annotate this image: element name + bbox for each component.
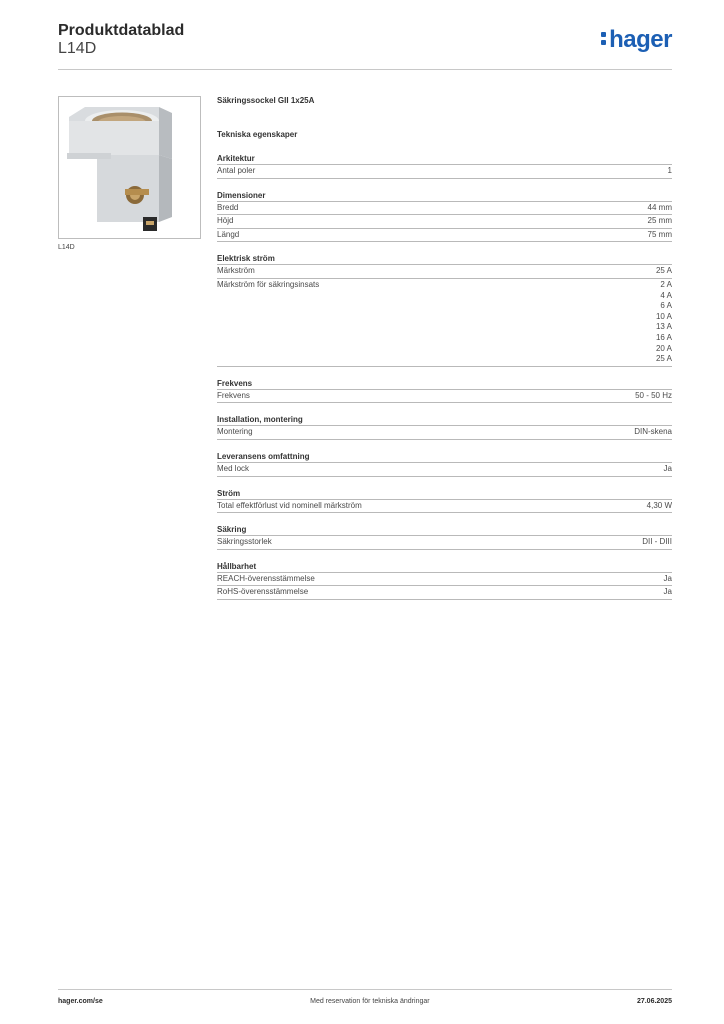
spec-row [217,265,672,279]
spec-value-line: DII - DIII [642,537,672,547]
spec-row [217,229,672,243]
spec-value-line: 6 A [660,301,672,311]
spec-row [217,426,672,440]
logo-dots-icon [601,26,607,48]
page-header [58,22,672,70]
spec-group [217,254,672,366]
document-title: Produktdatablad [58,22,185,39]
spec-label: Total effektförlust vid nominell märkström [217,500,362,510]
spec-label: Märkström [217,266,255,276]
footer-url[interactable]: hager.com/se [58,998,103,1005]
spec-group-title: Installation, montering [217,415,672,426]
spec-value-line: 25 A [655,266,672,276]
spec-value [668,166,672,177]
spec-value-line: 25 mm [647,216,672,226]
spec-label: Höjd [217,216,234,226]
spec-group-title: Leveransens omfattning [217,452,672,463]
footer-notice: Med reservation för tekniska ändringar [310,998,430,1005]
product-image [58,96,201,239]
spec-group-title: Elektrisk ström [217,254,672,265]
spec-label: Säkringsstorlek [217,537,272,547]
spec-label: Antal poler [217,166,256,175]
spec-value [635,391,672,402]
spec-label: Märkström för säkringsinsats [217,279,320,289]
spec-label: RoHS-överensstämmelse [217,587,309,597]
spec-label: Längd [217,229,240,239]
hager-logo[interactable] [601,26,672,54]
spec-row [217,202,672,216]
spec-value [648,216,672,227]
spec-label: Montering [217,427,253,437]
spec-value [648,203,672,214]
logo-text: hager [609,26,672,53]
spec-value-line: 16 A [655,332,672,342]
spec-value-line: 2 A [660,279,672,289]
spec-group-title: Säkring [217,525,672,536]
footer-date: 27.06.2025 [636,998,672,1005]
spec-value-line: 4,30 W [646,500,672,510]
spec-value-line: 1 [667,166,672,175]
spec-label: Frekvens [217,390,250,400]
spec-value-line: 75 mm [647,229,672,239]
spec-row [217,586,672,600]
spec-row [217,573,672,587]
spec-value [648,230,672,241]
spec-value-line: Ja [663,573,672,583]
spec-value-line: 50 - 50 Hz [635,390,672,400]
spec-content [217,96,672,600]
spec-value-line: 20 A [655,343,672,353]
section-header: Tekniska egenskaper [217,130,298,139]
spec-group [217,489,672,514]
spec-group [217,379,672,404]
spec-value-line: Ja [663,587,672,597]
spec-value-line: 4 A [660,290,672,300]
spec-value [664,464,672,475]
spec-row [217,215,672,229]
spec-group [217,191,672,243]
spec-group [217,525,672,550]
spec-group-title: Ström [217,489,672,500]
page-footer [58,989,672,1005]
spec-value-line: DIN-skena [634,427,672,437]
spec-value [664,574,672,585]
spec-value [642,537,672,548]
spec-row [217,390,672,404]
spec-row [217,463,672,477]
spec-row [217,165,672,179]
spec-value [656,280,672,365]
image-caption: L14D [58,244,75,251]
spec-group-title: Dimensioner [217,191,672,202]
spec-row [217,536,672,550]
spec-value-line: Ja [663,463,672,473]
spec-group-title: Frekvens [217,379,672,390]
spec-value [634,427,672,438]
spec-groups [217,154,672,600]
spec-value-line: 25 A [655,354,672,364]
spec-row [217,279,672,367]
spec-group [217,415,672,440]
spec-value [656,266,672,277]
spec-label: Bredd [217,202,239,212]
product-code: L14D [58,40,97,57]
spec-value [647,501,672,512]
spec-label: REACH-överensstämmelse [217,573,315,583]
spec-row [217,500,672,514]
product-name: Säkringssockel GII 1x25A [217,96,315,105]
spec-value [664,587,672,598]
spec-group [217,154,672,179]
spec-value-line: 13 A [655,322,672,332]
spec-group [217,562,672,600]
spec-group [217,452,672,477]
spec-group-title: Hållbarhet [217,562,672,573]
spec-value-line: 10 A [655,311,672,321]
fuse-base-illustration [59,97,201,239]
spec-value-line: 44 mm [647,202,672,212]
spec-group-title: Arkitektur [217,154,672,165]
spec-label: Med lock [217,463,250,473]
